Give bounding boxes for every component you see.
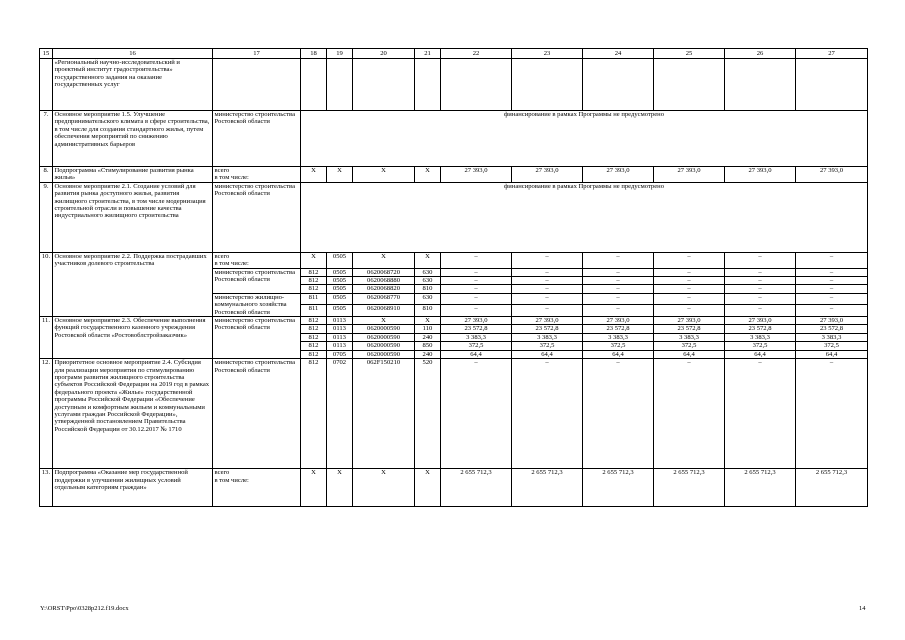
row-description: Основное мероприятие 2.1. Создание условий для развития рынка доступного жилья, развития жилищного строительства, в том числе модернизация строительной отрасли и повышение качества индустриального жилищного строительства (53, 182, 213, 252)
value-cell: 240 (415, 350, 441, 358)
value-cell: – (512, 277, 583, 285)
value-cell: X (301, 252, 327, 268)
value-cell: – (441, 293, 512, 305)
value-cell: 0620000590 (353, 325, 415, 333)
value-cell: 0505 (327, 252, 353, 268)
value-cell: 27 393,0 (654, 167, 725, 183)
row-executor: всего в том числе: (213, 167, 301, 183)
value-cell: 812 (301, 342, 327, 350)
value-cell: 64,4 (725, 350, 796, 358)
row-executor: министерство строительства Ростовской области (213, 317, 301, 359)
value-cell: 630 (415, 277, 441, 285)
value-cell: – (725, 293, 796, 305)
value-cell: 0705 (327, 350, 353, 358)
row-description: Приоритетное основное мероприятие 2.4. Субсидия для реализации мероприятия по стимулированию программ развития жилищного строительства субъектов Российской Федерации на 2019 год в рамках федерального проекта «Жилье» государственной программы Российской Федерации «Обеспечение доступным и комфортным жильем и коммунальными услугами граждан Российской Федерации», утвержденной постановлением Правительства Российской Федерации от 30.12.2017 № 1710 (53, 359, 213, 469)
value-cell: 23 572,8 (512, 325, 583, 333)
value-cell: 372,5 (583, 342, 654, 350)
row-executor: всего в том числе: (213, 252, 301, 268)
column-header: 27 (796, 49, 868, 59)
budget-table (39, 48, 868, 507)
value-cell: X (353, 469, 415, 507)
row-description: Основное мероприятие 1.5. Улучшение предпринимательского климата в сфере строительства, в том числе для создания стандартного жилья, путем обеспечения мероприятий по снижению административных барьеров (53, 111, 213, 167)
row-number: 12. (40, 359, 53, 469)
value-cell: – (512, 293, 583, 305)
value-cell: 0620068720 (353, 268, 415, 276)
value-cell: 64,4 (583, 350, 654, 358)
value-cell: – (725, 277, 796, 285)
value-cell: 520 (415, 359, 441, 469)
table-row (40, 317, 868, 325)
value-cell: – (725, 252, 796, 268)
value-cell: 810 (415, 305, 441, 317)
row-executor: министерство строительства Ростовской области (213, 268, 301, 293)
value-cell: 27 393,0 (654, 317, 725, 325)
value-cell: 27 393,0 (583, 317, 654, 325)
value-cell: – (725, 359, 796, 469)
value-cell: 372,5 (725, 342, 796, 350)
value-cell: 0702 (327, 359, 353, 469)
empty-cell (583, 59, 654, 111)
value-cell: 2 655 712,3 (796, 469, 868, 507)
row-description: Основное мероприятие 2.2. Поддержка пострадавших участников долевого строительства (53, 252, 213, 316)
value-cell: – (654, 252, 725, 268)
row-executor: министерство жилищно-коммунального хозяйства Ростовской области (213, 293, 301, 316)
table-row (40, 469, 868, 507)
empty-cell (796, 59, 868, 111)
value-cell: 27 393,0 (725, 167, 796, 183)
value-cell: – (512, 285, 583, 293)
column-header: 22 (441, 49, 512, 59)
value-cell: 2 655 712,3 (441, 469, 512, 507)
value-cell: – (796, 293, 868, 305)
value-cell: – (583, 252, 654, 268)
table-row (40, 359, 868, 469)
value-cell: 812 (301, 317, 327, 325)
value-cell: 110 (415, 325, 441, 333)
value-cell: X (415, 167, 441, 183)
value-cell: 3 383,3 (512, 333, 583, 341)
value-cell: – (583, 293, 654, 305)
value-cell: – (583, 305, 654, 317)
empty-cell (327, 59, 353, 111)
column-header: 17 (213, 49, 301, 59)
value-cell: 0505 (327, 293, 353, 305)
value-cell: 27 393,0 (441, 317, 512, 325)
value-cell: X (301, 469, 327, 507)
value-cell: – (796, 268, 868, 276)
table-row (40, 182, 868, 252)
value-cell: 630 (415, 268, 441, 276)
value-cell: 0620000590 (353, 350, 415, 358)
financing-note: финансирование в рамках Программы не предусмотрено (301, 111, 868, 167)
value-cell: X (327, 167, 353, 183)
value-cell: 23 572,8 (725, 325, 796, 333)
value-cell: – (796, 277, 868, 285)
header-row (40, 49, 868, 59)
value-cell: 850 (415, 342, 441, 350)
value-cell: 0113 (327, 333, 353, 341)
value-cell: 3 383,3 (583, 333, 654, 341)
value-cell: X (415, 252, 441, 268)
value-cell: 64,4 (512, 350, 583, 358)
table-row (40, 111, 868, 167)
value-cell: 812 (301, 350, 327, 358)
table-row (40, 252, 868, 268)
value-cell: X (301, 167, 327, 183)
value-cell: 23 572,8 (583, 325, 654, 333)
value-cell: 64,4 (796, 350, 868, 358)
value-cell: 630 (415, 293, 441, 305)
row-number (40, 59, 53, 111)
value-cell: X (353, 317, 415, 325)
value-cell: – (583, 268, 654, 276)
value-cell: 812 (301, 359, 327, 469)
row-description: «Региональный научно-исследовательский и проектный институт градостроительства» государственного задания на оказание государственных услуг (53, 59, 213, 111)
value-cell: 0505 (327, 305, 353, 317)
value-cell: 0620068910 (353, 305, 415, 317)
column-header: 26 (725, 49, 796, 59)
value-cell: 0620068820 (353, 285, 415, 293)
row-number: 9. (40, 182, 53, 252)
column-header: 16 (53, 49, 213, 59)
page-number: 14 (859, 605, 866, 612)
row-description: Подпрограмма «Оказание мер государственной поддержки в улучшении жилищных условий отдельным категориям граждан» (53, 469, 213, 507)
value-cell: – (441, 305, 512, 317)
value-cell: – (583, 277, 654, 285)
column-header: 21 (415, 49, 441, 59)
value-cell: 3 383,3 (725, 333, 796, 341)
column-header: 15 (40, 49, 53, 59)
empty-cell (441, 59, 512, 111)
value-cell: 23 572,8 (441, 325, 512, 333)
column-header: 23 (512, 49, 583, 59)
value-cell: – (654, 277, 725, 285)
empty-cell (512, 59, 583, 111)
value-cell: – (512, 268, 583, 276)
value-cell: X (353, 167, 415, 183)
empty-cell (301, 59, 327, 111)
value-cell: 811 (301, 293, 327, 305)
financing-note: финансирование в рамках Программы не предусмотрено (301, 182, 868, 252)
value-cell: – (512, 252, 583, 268)
value-cell: – (441, 285, 512, 293)
column-header: 19 (327, 49, 353, 59)
value-cell: 2 655 712,3 (654, 469, 725, 507)
value-cell: 0113 (327, 317, 353, 325)
value-cell: – (654, 293, 725, 305)
value-cell: X (353, 252, 415, 268)
row-number: 7. (40, 111, 53, 167)
value-cell: 810 (415, 285, 441, 293)
value-cell: 0505 (327, 285, 353, 293)
row-number: 13. (40, 469, 53, 507)
value-cell: 23 572,8 (796, 325, 868, 333)
value-cell: 0620000590 (353, 342, 415, 350)
value-cell: 2 655 712,3 (512, 469, 583, 507)
row-executor (213, 59, 301, 111)
value-cell: 372,5 (796, 342, 868, 350)
value-cell: 372,5 (654, 342, 725, 350)
value-cell: 2 655 712,3 (725, 469, 796, 507)
value-cell: – (796, 252, 868, 268)
row-number: 10. (40, 252, 53, 316)
row-executor: министерство строительства Ростовской области (213, 111, 301, 167)
value-cell: X (415, 317, 441, 325)
value-cell: 811 (301, 305, 327, 317)
value-cell: – (512, 305, 583, 317)
table-row (40, 59, 868, 111)
value-cell: – (441, 359, 512, 469)
value-cell: 812 (301, 277, 327, 285)
value-cell: 372,5 (441, 342, 512, 350)
row-executor: министерство строительства Ростовской области (213, 182, 301, 252)
column-header: 20 (353, 49, 415, 59)
empty-cell (415, 59, 441, 111)
value-cell: 062F150210 (353, 359, 415, 469)
column-header: 25 (654, 49, 725, 59)
empty-cell (725, 59, 796, 111)
value-cell: 3 383,3 (441, 333, 512, 341)
value-cell: 27 393,0 (583, 167, 654, 183)
value-cell: 0505 (327, 268, 353, 276)
value-cell: 27 393,0 (725, 317, 796, 325)
value-cell: 2 655 712,3 (583, 469, 654, 507)
value-cell: 0620000590 (353, 333, 415, 341)
value-cell: 0113 (327, 342, 353, 350)
value-cell: – (441, 277, 512, 285)
value-cell: 3 383,3 (654, 333, 725, 341)
empty-cell (353, 59, 415, 111)
value-cell: – (796, 359, 868, 469)
value-cell: X (327, 469, 353, 507)
value-cell: – (512, 359, 583, 469)
value-cell: 27 393,0 (512, 167, 583, 183)
value-cell: 0620068770 (353, 293, 415, 305)
row-description: Подпрограмма «Стимулирование развития рынка жилья» (53, 167, 213, 183)
value-cell: – (796, 285, 868, 293)
value-cell: 240 (415, 333, 441, 341)
value-cell: 812 (301, 333, 327, 341)
value-cell: – (583, 359, 654, 469)
column-header: 24 (583, 49, 654, 59)
value-cell: 27 393,0 (796, 317, 868, 325)
value-cell: X (415, 469, 441, 507)
value-cell: 27 393,0 (512, 317, 583, 325)
value-cell: 812 (301, 268, 327, 276)
empty-cell (654, 59, 725, 111)
row-number: 11. (40, 317, 53, 359)
value-cell: – (441, 268, 512, 276)
value-cell: 0620068880 (353, 277, 415, 285)
value-cell: – (654, 285, 725, 293)
value-cell: 812 (301, 325, 327, 333)
value-cell: – (654, 268, 725, 276)
value-cell: – (441, 252, 512, 268)
row-executor: всего в том числе: (213, 469, 301, 507)
value-cell: 3 383,3 (796, 333, 868, 341)
value-cell: – (654, 305, 725, 317)
value-cell: 0113 (327, 325, 353, 333)
value-cell: 64,4 (654, 350, 725, 358)
column-header: 18 (301, 49, 327, 59)
row-executor: министерство строительства Ростовской области (213, 359, 301, 469)
value-cell: 64,4 (441, 350, 512, 358)
value-cell: 0505 (327, 277, 353, 285)
value-cell: – (654, 359, 725, 469)
table-row (40, 167, 868, 183)
value-cell: 27 393,0 (441, 167, 512, 183)
value-cell: 27 393,0 (796, 167, 868, 183)
value-cell: 372,5 (512, 342, 583, 350)
value-cell: 812 (301, 285, 327, 293)
value-cell: 23 572,8 (654, 325, 725, 333)
value-cell: – (725, 268, 796, 276)
value-cell: – (583, 285, 654, 293)
value-cell: – (725, 305, 796, 317)
row-number: 8. (40, 167, 53, 183)
value-cell: – (725, 285, 796, 293)
row-description: Основное мероприятие 2.3. Обеспечение выполнения функций государственного казенного учреждения Ростовской области «Ростовоблстройзаказчик» (53, 317, 213, 359)
value-cell: – (796, 305, 868, 317)
file-path: Y:\ORST\Ppo\0328p212.f19.docx (40, 605, 129, 612)
